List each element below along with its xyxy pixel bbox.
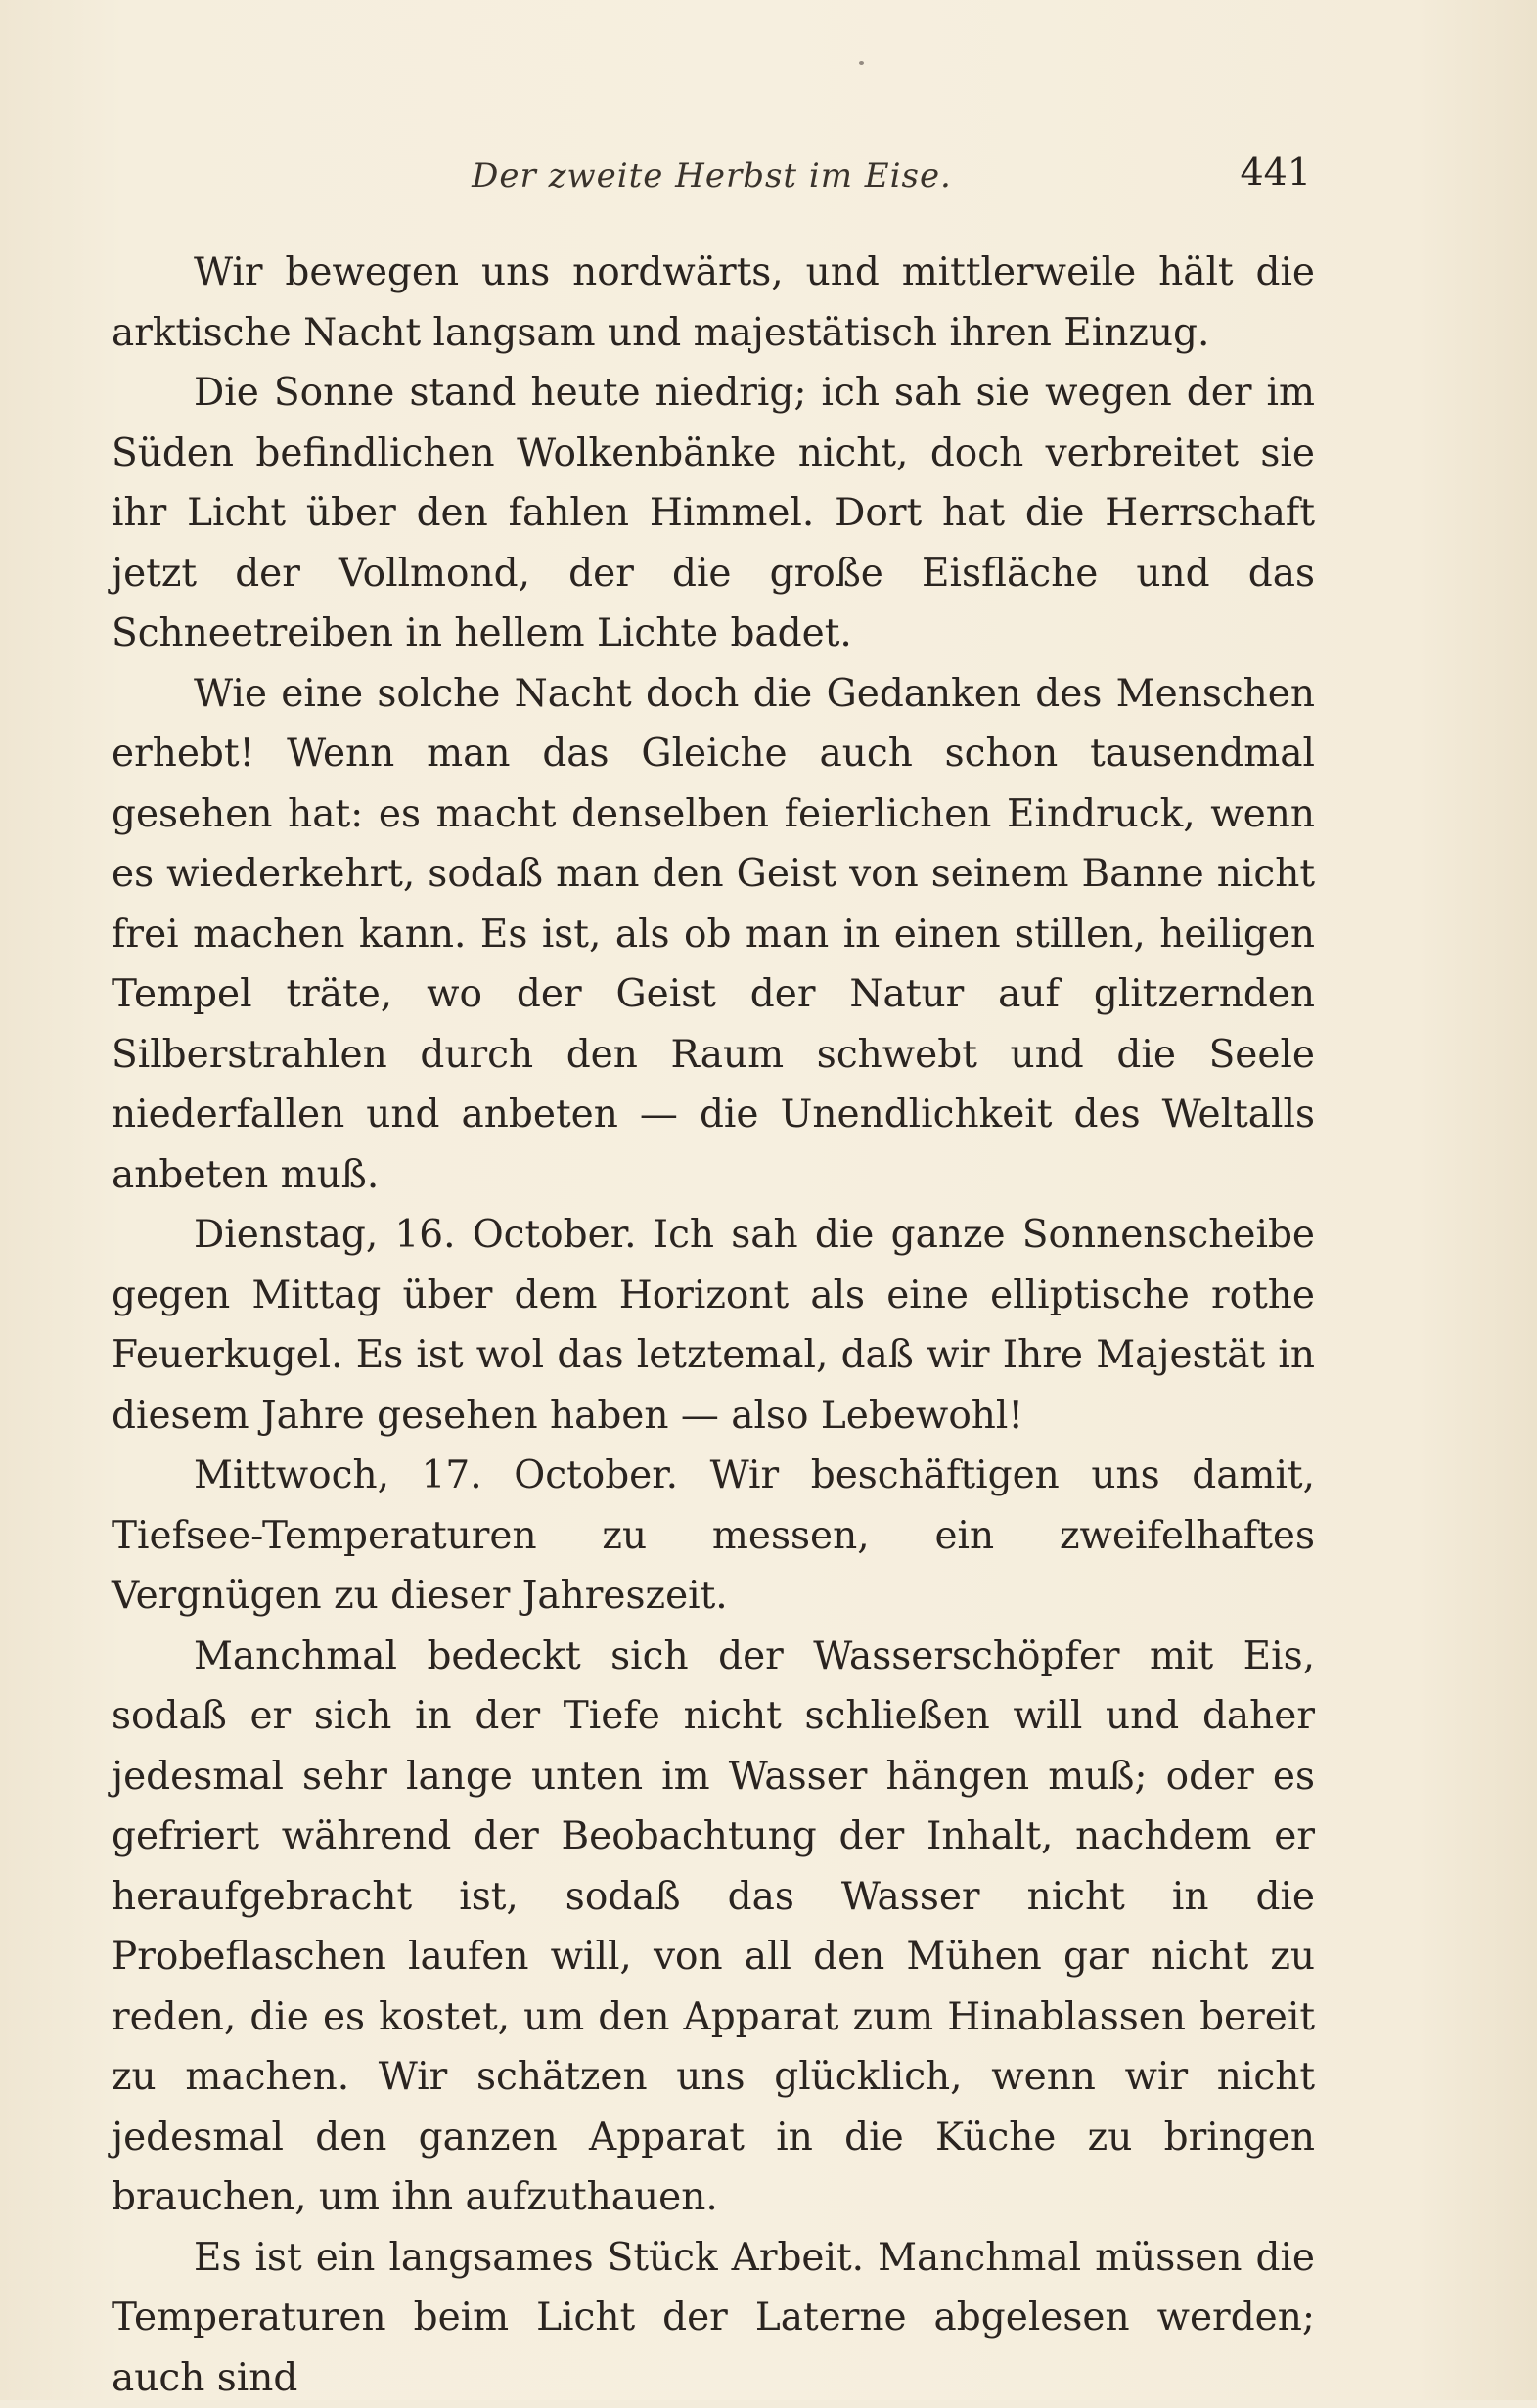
paragraph: Die Sonne stand heute niedrig; ich sah sie wegen der im Süden befindlichen Wolkenbänke nicht, doch verbreitet sie ihr Licht über den fahlen Himmel. Dort hat die Herrschaft jetzt der Vollmond, der die große Eisfläche und das Schneetreiben in hellem Lichte badet. [112,363,1315,664]
page-header [113,147,1311,205]
body-text [112,243,1315,2408]
paragraph: Dienstag, 16. October. Ich sah die ganze Sonnenscheibe gegen Mittag über dem Horizont als eine elliptische rothe Feuerkugel. Es ist wol das letztemal, daß wir Ihre Majestät in diesem Jahre gesehen haben — also Lebewohl! [112,1205,1315,1446]
page-number: 441 [1240,151,1311,194]
paragraph: Wie eine solche Nacht doch die Gedanken des Menschen erhebt! Wenn man das Gleiche auch schon tausendmal gesehen hat: es macht denselben feierlichen Eindruck, wenn es wiederkehrt, sodaß man den Geist von seinem Banne nicht frei machen kann. Es ist, als ob man in einen stillen, heiligen Tempel träte, wo der Geist der Natur auf glitzernden Silberstrahlen durch den Raum schwebt und die Seele niederfallen und anbeten — die Unendlichkeit des Weltalls anbeten muß. [112,664,1315,1206]
running-title: Der zweite Herbst im Eise. [113,156,1311,196]
paragraph: Wir bewegen uns nordwärts, und mittlerweile hält die arktische Nacht langsam und majestätisch ihren Einzug. [112,243,1315,363]
paragraph: Es ist ein langsames Stück Arbeit. Manchmal müssen die Temperaturen beim Licht der Laterne abgelesen werden; auch sind [112,2228,1315,2408]
paragraph: Manchmal bedeckt sich der Wasserschöpfer mit Eis, sodaß er sich in der Tiefe nicht schließen will und daher jedesmal sehr lange unten im Wasser hängen muß; oder es gefriert während der Beobachtung der Inhalt, nachdem er heraufgebracht ist, sodaß das Wasser nicht in die Probeflaschen laufen will, von all den Mühen gar nicht zu reden, die es kostet, um den Apparat zum Hinablassen bereit zu machen. Wir schätzen uns glücklich, wenn wir nicht jedesmal den ganzen Apparat in die Küche zu bringen brauchen, um ihn aufzuthauen. [112,1627,1315,2228]
print-speck [859,61,864,65]
paragraph: Mittwoch, 17. October. Wir beschäftigen uns damit, Tiefsee-Temperaturen zu messen, ein zweifelhaftes Vergnügen zu dieser Jahreszeit. [112,1446,1315,1627]
